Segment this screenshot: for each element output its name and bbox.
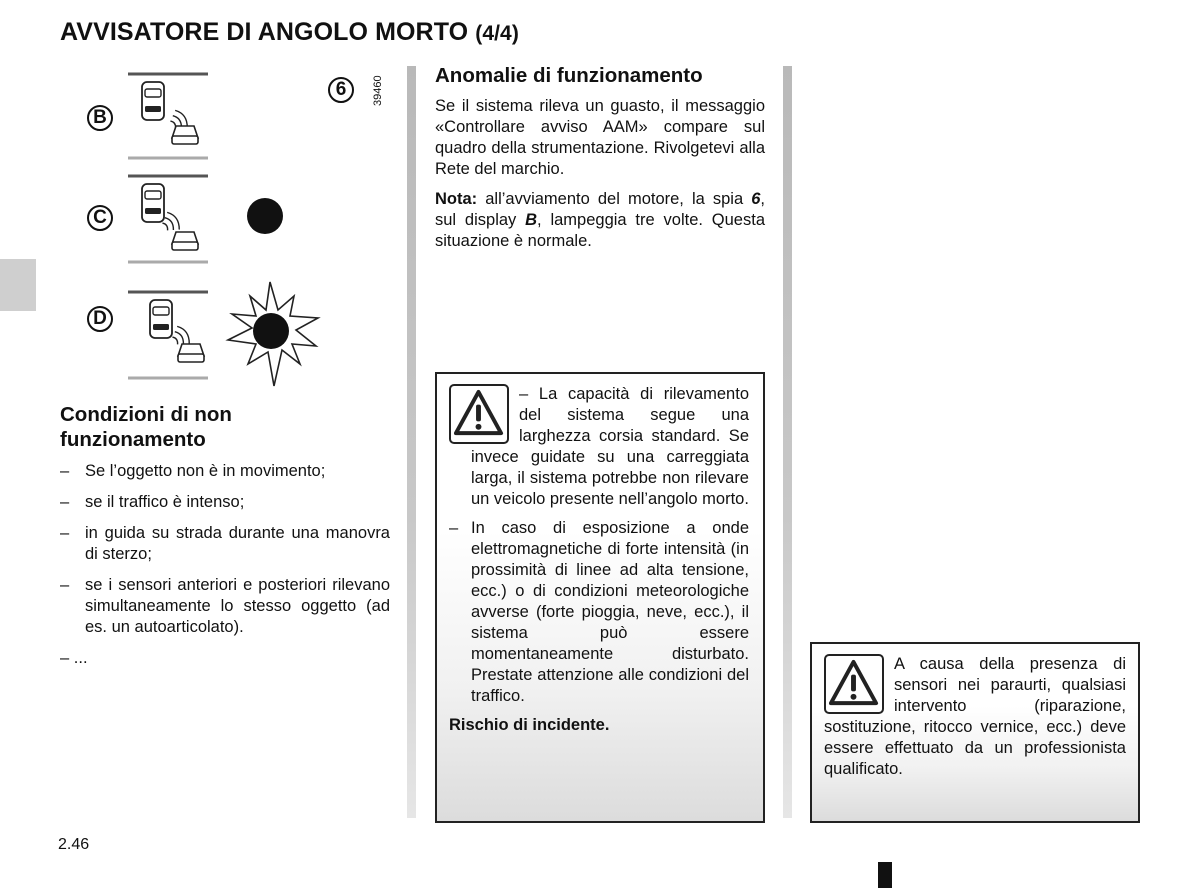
note-ref-6: 6 <box>751 190 761 208</box>
note-ref-b: B <box>525 211 538 229</box>
dash: – <box>60 524 70 542</box>
page-marker <box>878 862 892 888</box>
list-item <box>60 523 390 565</box>
column-divider-left <box>407 66 416 818</box>
column-divider-right <box>783 66 792 818</box>
conditions-list <box>60 461 390 679</box>
title-text: AVVISATORE DI ANGOLO MORTO <box>60 18 469 46</box>
warning-box-right <box>810 642 1140 823</box>
dash: – <box>60 576 70 594</box>
note-label: Nota: <box>435 190 478 208</box>
label-d: D <box>87 306 113 332</box>
list-item-text: in guida su strada durante una manovra di sterzo; <box>85 524 390 563</box>
list-item <box>60 461 390 482</box>
dash: – <box>60 649 70 667</box>
warning-triangle-icon <box>449 384 509 444</box>
list-item <box>60 648 390 669</box>
conditions-heading: Condizioni di non funzionamento <box>60 403 232 451</box>
section-tab <box>0 259 36 311</box>
warning-triangle-icon <box>824 654 884 714</box>
dash: – <box>60 462 70 480</box>
sensor-warning-text: A causa della presenza di sensori nei paraurti, qualsiasi intervento (riparazione, sostituzione, ritocco vernice, ecc.) deve essere effettuato da un professionista qualificato. <box>824 655 1126 778</box>
title-part: (4/4) <box>475 22 519 45</box>
list-item-text: se i sensori anteriori e posteriori rilevano simultaneamente lo stesso oggetto (ad es. un autoarticolato). <box>85 576 390 636</box>
list-item <box>60 492 390 513</box>
note-part: , sul display <box>435 190 765 229</box>
figure-code: 39460 <box>372 75 384 106</box>
anomalies-heading: Anomalie di funzionamento <box>435 64 703 87</box>
note-text <box>435 189 765 252</box>
list-item-text: ... <box>73 649 88 667</box>
anomalies-text: Se il sistema rileva un guasto, il messaggio «Controllare avviso AAM» compare sul quadro della strumentazione. Rivolgetevi alla Rete del marchio. <box>435 97 765 178</box>
page-title <box>60 18 519 47</box>
dash: – <box>60 493 70 511</box>
label-b: B <box>87 105 113 131</box>
list-item-text: Se l’oggetto non è in movimento; <box>85 462 326 480</box>
warning-item-2-text: In caso di esposizione a onde elettromagnetiche di forte intensità (in prossimità di linee ad alta tensione, ecc.) o di condizioni meteorologiche avverse (forte pioggia, neve, ecc.), il sistema può essere momentaneamente disturbato. Prestate attenzione alle condizioni del traffico. <box>471 519 749 705</box>
page-number: 2.46 <box>58 836 90 853</box>
list-item <box>60 575 390 638</box>
note-part: all’avviamento del motore, la spia <box>477 190 752 208</box>
note-part: , lampeggia tre volte. Questa situazione è normale. <box>435 211 765 250</box>
warning-item-1: – La capacità di rilevamento del sistema segue una larghezza corsia standard. Se invece guidate su una carreggiata larga, il sistema potrebbe non rilevare un veicolo presente nell’angolo morto. <box>471 385 749 508</box>
label-c: C <box>87 205 113 231</box>
warning-box-middle <box>435 372 765 823</box>
callout-6: 6 <box>328 77 354 103</box>
warning-item-2 <box>449 518 749 707</box>
risk-text: Rischio di incidente. <box>449 716 610 734</box>
list-item-text: se il traffico è intenso; <box>85 493 245 511</box>
dash: – <box>449 519 459 537</box>
